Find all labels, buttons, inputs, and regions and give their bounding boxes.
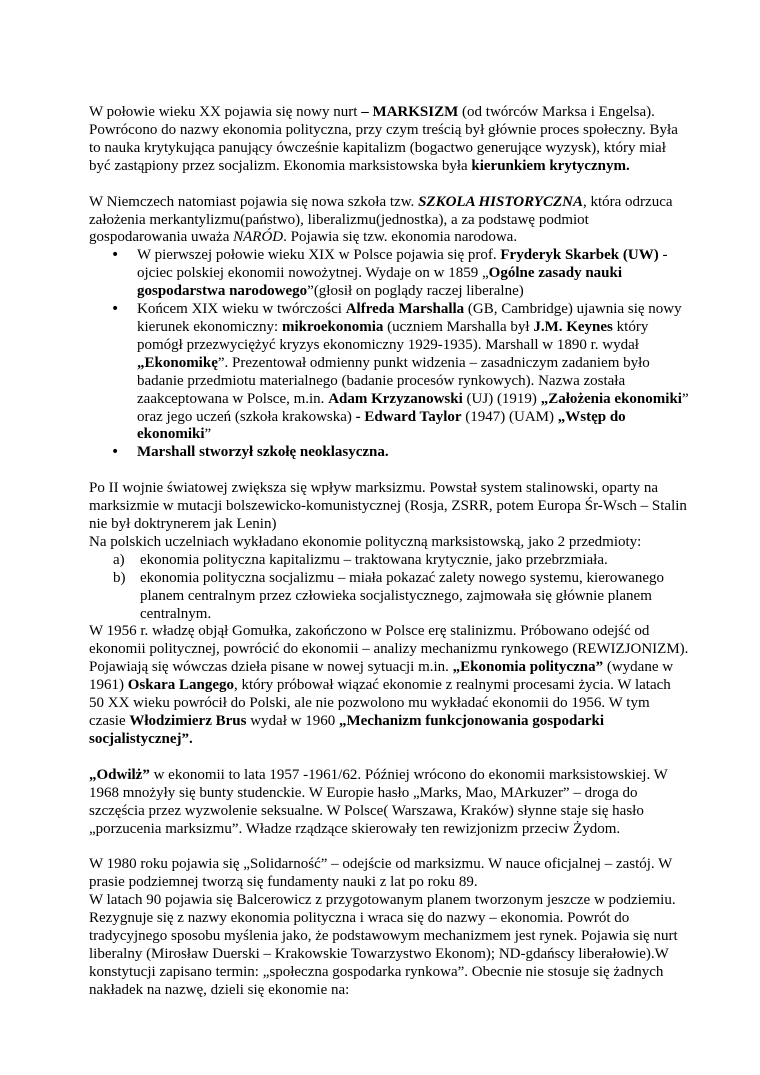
list-marker: a) [113, 551, 125, 568]
list-marker: b) [113, 569, 126, 586]
text: który pomógł przezwyciężyć kryzys ekonomiczny 1929-1935). Marshall w 1890 r. wydał [137, 318, 649, 353]
bold-term: J.M. Keynes [533, 318, 613, 335]
text: , która odrzuca założenia merkantylizmu(państwo), liberalizmu(jednostka), a za podstawę podmiot gospodarowania uważa [89, 193, 673, 246]
alpha-item [89, 570, 689, 624]
list-text: ekonomia polityczna kapitalizmu – traktowana krytycznie, jako przebrzmiała. [140, 551, 608, 568]
bold-term: „Ekonomikę [137, 354, 218, 371]
bold-term: Ogólne zasady nauki gospodarstwa narodowego [137, 265, 623, 300]
paragraph-szkola-historyczna [89, 194, 689, 248]
bold-term: mikroekonomia [281, 318, 384, 335]
bold-term: Włodzimierz Brus [129, 713, 247, 729]
bold-italic-term: SZKOLA HISTORYCZNA [418, 193, 583, 210]
alpha-list [89, 552, 689, 624]
bold-term: „Wstęp do ekonomiki [137, 408, 626, 443]
bold-term: Adam Krzyzanowski [328, 390, 463, 407]
bold-term: „Mechanizm funkcjonowania gospodarki socjalistycznej”. [89, 713, 604, 747]
paragraph-stalinizm: Po II wojnie światowej zwiększa się wpływ marksizmu. Powstał system stalinowski, oparty na marksizmie w mutacji bolszewicko-komunistycznej (Rosja, ZSRR, potem Europa Śr-Wsch – Stalin nie był doktrynerem jak Lenin) [89, 480, 687, 533]
text: ”(głosił on poglądy raczej liberalne) [307, 283, 524, 300]
list-text: ekonomia polityczna socjalizmu – miała pokazać zalety nowego systemu, kierowanego planem centralnym przez człowieka socjalistycznego, zajmowała się głównie planem centralnym. [140, 569, 664, 622]
bullet-item-marshall [89, 301, 689, 444]
italic-term: NARÓD [233, 229, 284, 246]
text: W połowie wieku XX pojawia się nowy nurt [89, 104, 362, 120]
text: w ekonomii to lata 1957 -1961/62. Później wrócono do ekonomii marksistowskiej. W 1968 mnożyły się bunty studenckie. W Europie hasło „Marks, Mao, MArkuzer” – droga do szczęścia przez wyzwolenie seksualne. W Polsce( Warszawa, Kraków) słynne staje się hasło „porzucenia marksizmu”. Władze rządzące skierowały ten rewizjonizm przeciw Żydom. [89, 766, 668, 837]
text: W 1956 r. władzę objął Gomułka, zakończono w Polsce erę stalinizmu. Próbowano odejść od ekonomii politycznej, powrócić do ekonomii – analizy mechanizmu rynkowego (REWIZJONIZM). Pojawiają się wówczas dzieła pisane w nowej sytuacji m.in. [89, 623, 689, 676]
bold-term: Marshall stworzył szkołę neoklasyczna. [137, 444, 389, 461]
bold-term: - Edward Taylor [355, 408, 462, 425]
text: Końcem XIX wieku w twórczości [137, 301, 346, 318]
text: W pierwszej połowie wieku XIX w Polsce pojawia się prof. [137, 247, 501, 264]
bold-term: Alfreda Marshalla [345, 301, 465, 318]
alpha-item [89, 552, 689, 570]
bold-term: „Ekonomia polityczna” [452, 659, 604, 676]
text: (1947) (UAM) [461, 408, 558, 425]
text: ” oraz jego uczeń (szkoła krakowska) [137, 390, 689, 425]
paragraph-gap [89, 749, 689, 767]
bullet-item-skarbek [89, 247, 689, 301]
paragraph-solidarnosc: W 1980 roku pojawia się „Solidarność” – odejście od marksizmu. W nauce oficjalnej – zastój. W prasie podziemnej tworzą się fundamenty nauki z lat po roku 89. [89, 856, 673, 891]
paragraph-gap [89, 462, 689, 480]
text: . Pojawia się tzw. ekonomia narodowa. [283, 229, 518, 246]
bold-term: Fryderyk Skarbek (UW) [500, 247, 659, 264]
text: (wydane w 1961) [89, 659, 674, 694]
paragraph-balcerowicz: W latach 90 pojawia się Balcerowicz z przygotowanym planem tworzonym jeszcze w podziemiu. Rezygnuje się z nazwy ekonomia polityczna i wraca się do nazwy – ekonomia. Powrót do tradycyjnego sposobu myślenia jako, że podstawowym mechanizmem jest rynek. Pojawia się nurt liberalny (Mirosław Duerski – Krakowskie Towarzystwo Ekonom); ND-gdańscy liberałowie).W konstytucji zapisano termin: „społeczna gospodarka rynkowa”. Obecnie nie stosuje się żadnych nakładek na nazwę, dzieli się ekonomie na: [89, 892, 678, 998]
bold-term: – MARKSIZM [361, 104, 459, 120]
bold-term: „Założenia ekonomiki [540, 390, 682, 407]
bullet-list [89, 247, 689, 462]
text: (UJ) (1919) [462, 390, 541, 407]
text: wydał w 1960 [246, 713, 339, 729]
paragraph-gomulka [89, 623, 689, 748]
text: , który próbował wiązać ekonomie z realnymi procesami życia. W latach 50 XX wieku powrócił do Polski, ale nie pozwolono mu wykładać ekonomii do 1956. W tym czasie [89, 677, 671, 729]
text: - ojciec polskiej ekonomii nowożytnej. Wydaje on w 1859 „ [137, 247, 668, 282]
paragraph-gap [89, 176, 689, 194]
paragraph-marksizm [89, 104, 689, 176]
bullet-item-neoklasyczna [89, 444, 689, 462]
text: (od twórców Marksa i Engelsa). Powrócono do nazwy ekonomia polityczna, przy czym treścią był głównie proces społeczny. Była to nauka krytykująca panujący ówcześnie kapitalizm (bogactwo generujące wyzysk), który miał być zastąpiony przez socjalizm. Ekonomia marksistowska była [89, 104, 678, 174]
text: W Niemczech natomiast pojawia się nowa szkoła tzw. [89, 193, 419, 210]
paragraph-gap [89, 838, 689, 856]
text: ”. Prezentował odmienny punkt widzenia – zasadniczym zadaniem było badanie przedmiotu materialnego (badanie procesów rynkowych). Nazwa została zaakceptowana w Polsce, m.in. [137, 354, 650, 407]
bold-term: kierunkiem krytycznym. [471, 157, 630, 174]
document-page [89, 104, 689, 1000]
text: (uczniem Marshalla był [383, 318, 534, 335]
text: ” [204, 426, 212, 443]
text: (GB, Cambridge) ujawnia się nowy kierunek ekonomiczny: [137, 301, 682, 335]
bold-term: „Odwilż” [89, 766, 150, 783]
paragraph-uczelnie: Na polskich uczelniach wykładano ekonomie polityczną marksistowską, jako 2 przedmioty: [89, 533, 642, 550]
bold-term: Oskara Langego [127, 677, 235, 694]
paragraph-odwilz [89, 767, 689, 839]
